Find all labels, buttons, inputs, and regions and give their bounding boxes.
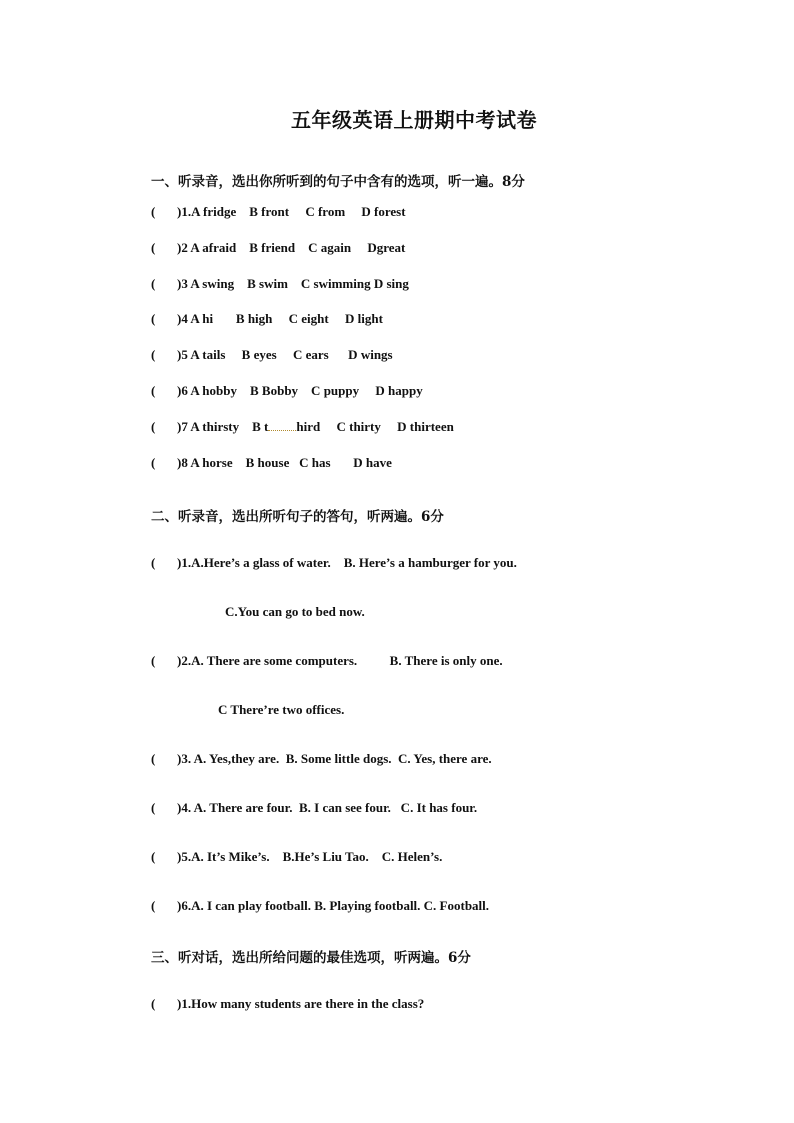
s2-question-4 [151,800,477,816]
s1-question-4 [151,311,383,327]
section-2-heading: 二、听录音，选出所听句子的答句，听两遍。6分 [151,509,444,525]
question-options: A horse B house C has D have [190,455,392,470]
question-number: )1. [177,555,192,570]
s1-question-2 [151,240,405,256]
question-number: )4. [177,800,192,815]
page-title: 五年级英语上册期中考试卷 [291,108,537,132]
question-options: A hobby B Bobby C puppy D happy [190,383,423,398]
question-options: A. There are four. B. I can see four. C. It has four. [193,800,478,815]
answer-paren: ( [151,898,156,913]
question-number: )7 [177,419,188,434]
answer-paren: ( [151,849,156,864]
s2-question-2-option-c: C There’re two offices. [218,702,345,717]
question-options: A.Here’s a glass of water. B. Here’s a hamburger for you. [191,555,517,570]
answer-paren: ( [151,276,156,291]
s2-question-1 [151,555,517,571]
question-number: )6. [177,898,192,913]
s2-question-1-option-c: C.You can go to bed now. [225,604,365,619]
s2-question-6 [151,898,489,914]
question-text: How many students are there in the class? [191,996,425,1011]
question-options: A hi B high C eight D light [190,311,383,326]
underline-mark [268,420,296,431]
question-options-a: A thirsty B t [190,419,269,434]
question-options: A fridge B front C from D forest [191,204,406,219]
answer-paren: ( [151,204,156,219]
s2-question-3 [151,751,492,767]
s1-question-3 [151,276,409,292]
answer-paren: ( [151,751,156,766]
answer-paren: ( [151,347,156,362]
answer-paren: ( [151,240,156,255]
answer-paren: ( [151,800,156,815]
s1-question-6 [151,383,423,399]
question-options: A. There are some computers. B. There is only one. [191,653,503,668]
question-number: )6 [177,383,188,398]
question-number: )5 [177,347,188,362]
question-number: )8 [177,455,188,470]
question-options: A. I can play football. B. Playing football. C. Football. [191,898,490,913]
s2-question-2 [151,653,503,669]
s2-question-5 [151,849,442,865]
s1-question-1 [151,204,406,220]
s1-question-8 [151,455,392,471]
answer-paren: ( [151,653,156,668]
question-number: )1. [177,996,192,1011]
question-number: )2 [177,240,188,255]
section-1-heading: 一、听录音，选出你所听到的句子中含有的选项，听一遍。8分 [151,174,525,190]
answer-paren: ( [151,419,156,434]
question-number: )3. [177,751,192,766]
answer-paren: ( [151,996,156,1011]
answer-paren: ( [151,455,156,470]
question-number: )5. [177,849,192,864]
question-options: A. It’s Mike’s. B.He’s Liu Tao. C. Helen’s. [191,849,443,864]
question-number: )1. [177,204,192,219]
s1-question-5 [151,347,393,363]
question-options: A tails B eyes C ears D wings [190,347,393,362]
s1-question-7 [151,419,454,435]
section-3-heading: 三、听对话，选出所给问题的最佳选项，听两遍。6分 [151,950,471,966]
question-number: )2. [177,653,192,668]
question-number: )3 [177,276,188,291]
question-options: A swing B swim C swimming D sing [190,276,409,291]
answer-paren: ( [151,311,156,326]
question-options: A afraid B friend C again Dgreat [190,240,406,255]
answer-paren: ( [151,555,156,570]
question-options: A. Yes,they are. B. Some little dogs. C. Yes, there are. [193,751,492,766]
s3-question-1 [151,996,424,1012]
question-options-b: hird C thirty D thirteen [296,419,454,434]
question-number: )4 [177,311,188,326]
answer-paren: ( [151,383,156,398]
